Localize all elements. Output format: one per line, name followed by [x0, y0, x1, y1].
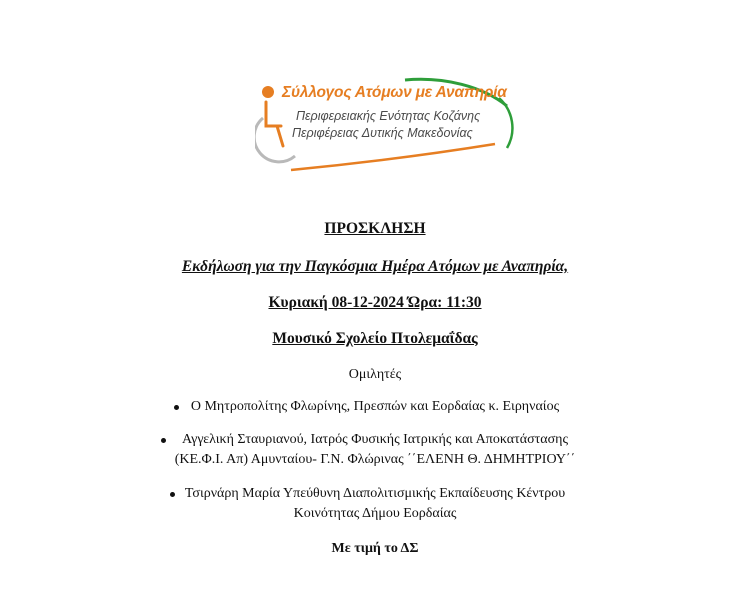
speaker-2-line-1: Αγγελική Σταυριανού, Ιατρός Φυσικής Ιατρικής και Αποκατάστασης	[182, 432, 568, 447]
logo-title: Σύλλογος Ατόμων με Αναπηρία	[282, 84, 507, 101]
logo-subtitle-2: Περιφέρειας Δυτικής Μακεδονίας	[292, 126, 473, 140]
association-logo	[255, 68, 515, 188]
invitation-title: ΠΡΟΣΚΛΗΣΗ	[324, 220, 426, 237]
speaker-1-line-1: Ο Μητροπολίτης Φλωρίνης, Πρεσπών και Εορδαίας κ. Ειρηναίος	[190, 399, 560, 414]
event-datetime: Κυριακή 08-12-2024 Ώρα: 11:30	[268, 294, 482, 311]
speakers-label: Ομιλητές	[348, 367, 402, 382]
signature: Με τιμή το ΔΣ	[331, 541, 419, 556]
event-venue: Μουσικό Σχολείο Πτολεμαΐδας	[272, 330, 478, 347]
speaker-3-line-1: Τσιρνάρη Μαρία Υπεύθυνη Διαπολιτισμικής Εκπαίδευσης Κέντρου	[184, 486, 566, 501]
logo-subtitle-1: Περιφερειακής Ενότητας Κοζάνης	[296, 109, 481, 123]
speaker-3-line-2: Κοινότητας Δήμου Εορδαίας	[293, 506, 457, 521]
event-name: Εκδήλωση για την Παγκόσμια Ημέρα Ατόμων με Αναπηρία,	[181, 258, 569, 275]
speaker-2-line-2: (ΚΕ.Φ.Ι. Απ) Αμυνταίου- Γ.Ν. Φλώρινας ΄΄ΕΛΕΝΗ Θ. ΔΗΜΗΤΡΙΟΥ΄΄	[174, 452, 576, 467]
